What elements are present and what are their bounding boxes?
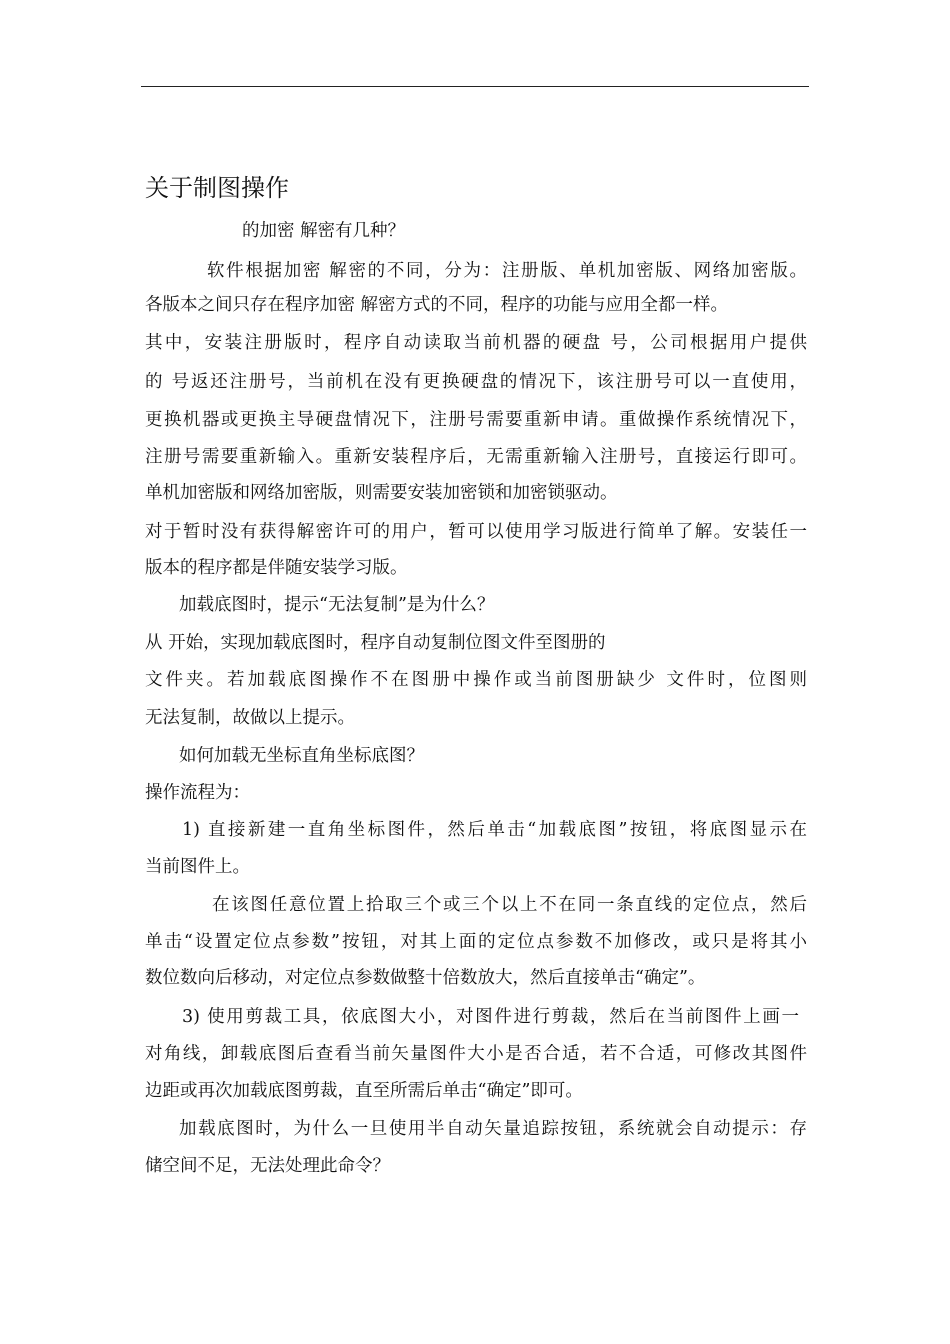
- paragraph-line: 各版本之间只存在程序加密 解密方式的不同，程序的功能与应用全都一样。: [145, 295, 729, 315]
- paragraph-line: 边距或再次加载底图剪裁，直至所需后单击“确定”即可。: [145, 1081, 583, 1101]
- paragraph-line: 从 开始，实现加载底图时，程序自动复制位图文件至图册的: [145, 633, 606, 653]
- paragraph-line: 软件根据加密 解密的不同，分为：注册版、单机加密版、网络加密版。: [207, 261, 807, 281]
- paragraph-line: 版本的程序都是伴随安装学习版。: [145, 558, 408, 578]
- paragraph-line: 无法复制，故做以上提示。: [145, 708, 355, 728]
- question-encryption-types: 的加密 解密有几种？: [242, 221, 406, 241]
- paragraph-line: 对角线，卸载底图后查看当前矢量图件大小是否合适，若不合适，可修改其图件: [145, 1044, 807, 1064]
- page-title: 关于制图操作: [145, 174, 289, 202]
- paragraph-line: 当前图件上。: [145, 857, 250, 877]
- header-rule: [141, 86, 809, 87]
- question-load-basemap: 如何加载无坐标直角坐标底图？: [179, 746, 424, 766]
- paragraph-line: 储空间不足，无法处理此命令？: [145, 1156, 390, 1176]
- paragraph-line: 注册号需要重新输入。重新安装程序后，无需重新输入注册号，直接运行即可。: [145, 447, 807, 467]
- step-1: 1) 直接新建一直角坐标图件，然后单击“加载底图”按钮，将底图显示在: [182, 820, 807, 840]
- paragraph-line: 操作流程为：: [145, 783, 250, 803]
- paragraph-line: 文件夹。若加载底图操作不在图册中操作或当前图册缺少 文件时，位图则: [145, 670, 807, 690]
- paragraph-line: 的 号返还注册号，当前机在没有更换硬盘的情况下，该注册号可以一直使用，: [145, 372, 807, 392]
- question-copy-fail: 加载底图时，提示“无法复制”是为什么？: [179, 595, 495, 615]
- paragraph-line: 单击“设置定位点参数”按钮，对其上面的定位点参数不加修改，或只是将其小: [145, 932, 807, 952]
- step-3: 3) 使用剪裁工具，依底图大小，对图件进行剪裁，然后在当前图件上画一: [182, 1007, 799, 1027]
- step-2: 在该图任意位置上拾取三个或三个以上不在同一条直线的定位点，然后: [212, 895, 807, 915]
- paragraph-line: 单机加密版和网络加密版，则需要安装加密锁和加密锁驱动。: [145, 483, 618, 503]
- paragraph-line: 其中，安装注册版时，程序自动读取当前机器的硬盘 号，公司根据用户提供: [145, 333, 807, 353]
- paragraph-line: 对于暂时没有获得解密许可的用户，暂可以使用学习版进行简单了解。安装任一: [145, 522, 807, 542]
- paragraph-line: 更换机器或更换主导硬盘情况下，注册号需要重新申请。重做操作系统情况下，: [145, 410, 807, 430]
- paragraph-line: 数位数向后移动，对定位点参数做整十倍数放大，然后直接单击“确定”。: [145, 968, 706, 988]
- question-storage: 加载底图时，为什么一旦使用半自动矢量追踪按钮，系统就会自动提示：存: [179, 1119, 807, 1139]
